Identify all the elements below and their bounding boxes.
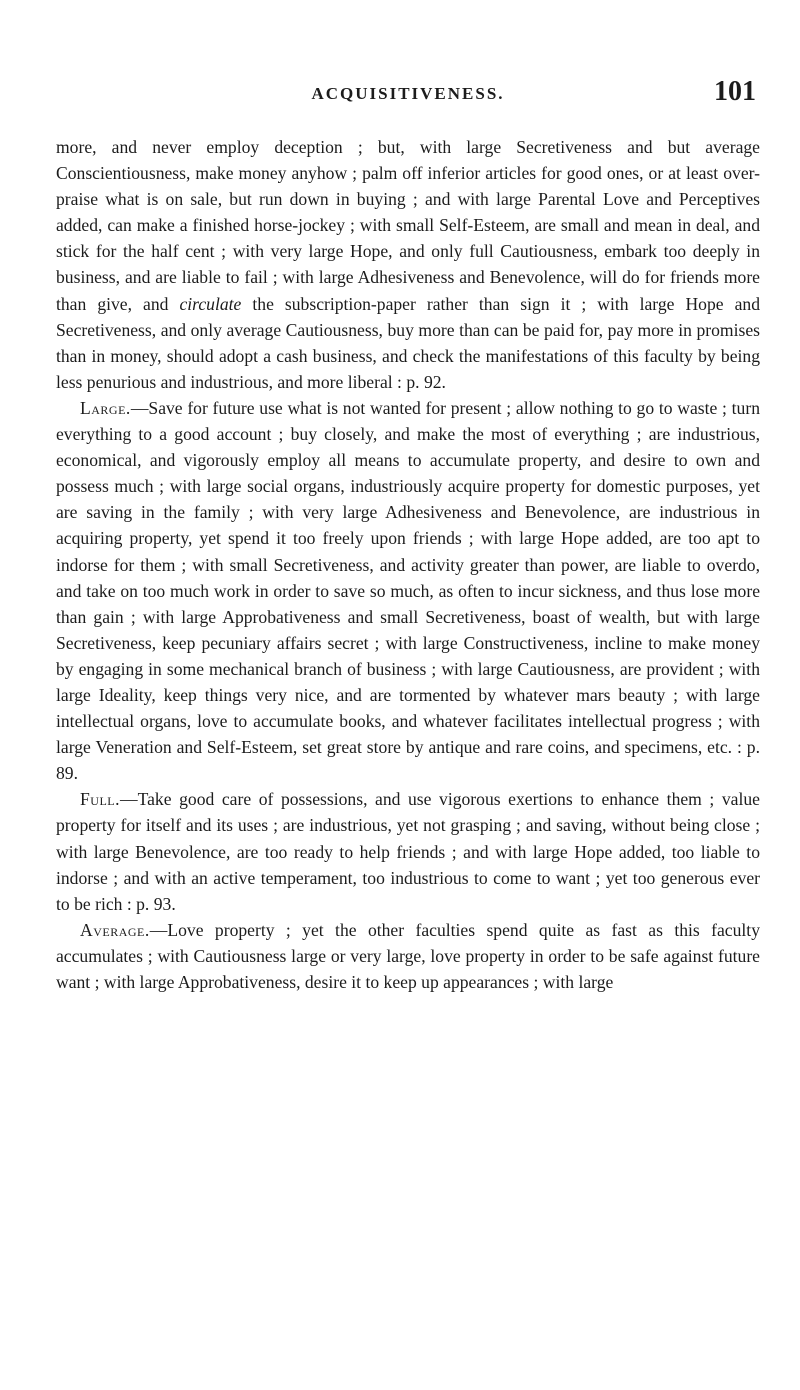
section-head-full: Full.: [80, 789, 121, 810]
paragraph-text: more, and never employ deception ; but, with large Secretiveness and but average Conscientiousness, make money anyhow ; palm off inferior articles for good ones, or at least over-praise what is on sale, but run down in buying ; and with large Parental Love and Perceptives added, can make a finished horse-jockey ; with small Self-Esteem, are small and mean in deal, and stick for the half cent ; with very large Hope, and only full Cautiousness, embark too deeply in business, and are liable to fail ; with large Adhesiveness and Benevolence, will do for friends more than give, and: [56, 137, 760, 314]
book-page: [0, 76, 800, 1390]
paragraph-full: [56, 786, 760, 916]
running-head: [56, 76, 760, 112]
paragraph-text: —Take good care of possessions, and use vigorous exertions to enhance them ; value property for itself and its uses ; are industrious, yet not grasping ; and saving, without being close ; with large Benevolence, are too ready to help friends ; and with large Hope added, too liable to indorse ; and with an active temperament, too industrious to come to want ; yet too generous ever to be rich : p. 93.: [56, 789, 760, 914]
paragraph-average: [56, 917, 760, 995]
italic-word: circulate: [179, 293, 242, 314]
paragraph-text: —Save for future use what is not wanted for present ; allow nothing to go to waste ; turn everything to a good account ; buy closely, and make the most of everything ; are industrious, economical, and vigorously employ all means to accumulate property, and desire to own and possess much ; with large social organs, industriously acquire property for domestic purposes, yet are saving in the family ; with very large Adhesiveness and Benevolence, are industrious in acquiring property, yet spend it too freely upon friends ; with large Hope added, are too apt to indorse for them ; with small Secretiveness, and activity greater than power, are liable to overdo, and take on too much work in order to save so much, as often to incur sickness, and thus lose more than gain ; with large Approbativeness and small Secretiveness, boast of wealth, but with large Secretiveness, keep pecuniary affairs secret ; with large Constructiveness, incline to make money by engaging in some mechanical branch of business ; with large Cautiousness, are provident ; with large Ideality, keep things very nice, and are tormented by whatever mars beauty ; with large intellectual organs, love to accumulate books, and whatever facilitates intellectual progress ; with large Veneration and Self-Esteem, set great store by antique and rare coins, and specimens, etc. : p. 89.: [56, 397, 760, 784]
page-number: 101: [714, 76, 756, 107]
paragraph-large: [56, 395, 760, 786]
paragraph-text: the subscription-paper rather than sign it ; with large Hope and Secretiveness, and only average Cautiousness, buy more than can be paid for, pay more in promises than in money, should adopt a cash business, and check the manifestations of this faculty by being less penurious and industrious, and more liberal : p. 92.: [56, 293, 760, 392]
body-text: [56, 134, 760, 995]
paragraph-continued: [56, 134, 760, 395]
section-head-large: Large.: [80, 397, 131, 418]
section-head-average: Average.: [80, 919, 150, 940]
paragraph-text: —Love property ; yet the other faculties spend quite as fast as this faculty accumulates ; with Cautiousness large or very large, love property in order to be safe against future want ; with large Approbativeness, desire it to keep up appearances ; with large: [56, 919, 760, 992]
running-title: ACQUISITIVENESS.: [311, 84, 505, 103]
